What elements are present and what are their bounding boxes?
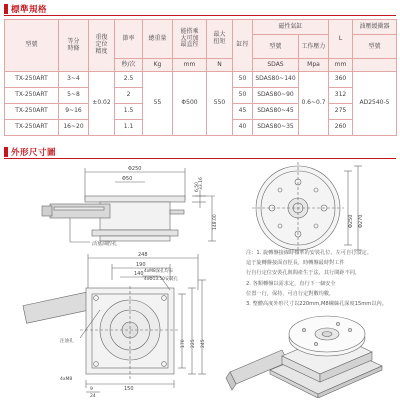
cell-divisions: 9~16 [59,104,89,120]
section-spec-header [4,3,47,15]
callout-front-b: 4xΦ13.50安裝孔 [144,277,178,282]
cell-length: 312 [329,88,353,104]
dim-front-140: 140 [134,271,144,277]
unit-length: mm [329,59,353,72]
note-line: 行自行定位安裝孔與間產生于法，其行間距不同， [246,270,361,277]
th-cylinder-sub [253,35,328,58]
unit-torque: N [207,59,233,72]
callout-front-c: 4xM8 [60,377,73,382]
section-bar [4,147,8,157]
cell-length: 260 [329,120,353,136]
cell-beat: 2 [115,88,143,104]
note-line: 位置一行，保持，可自行定對數均數， [246,290,335,297]
cell-bore: 45 [233,104,253,120]
cell-model: TX-250ART [5,88,59,104]
cell-length: 275 [329,104,353,120]
section-bar [4,4,8,14]
cell-model: TX-250ART [5,120,59,136]
th-model: 型號 [5,20,59,72]
unit-dia: mm [173,59,207,72]
dim-side-inner: Φ50 [122,176,133,182]
cell-beat: 1.5 [115,104,143,120]
th-weight: 總重量 [143,20,173,59]
dim-front-248: 248 [138,252,148,258]
dim-front-9: 9 [90,387,93,392]
section-dim-rule [4,158,396,159]
label-side-note: 活塞油腔孔 [92,241,118,247]
table-header-row [5,20,397,59]
section-dim-title: 外形尺寸圖 [11,148,57,158]
th-cylinder-title: 磁性氣缸 [253,20,328,35]
dim-top-b: Φ270 [358,214,364,228]
cell-model: TX-250ART [5,72,59,88]
unit-beat: 秒/次 [115,59,143,72]
section-spec-title: 標準規格 [11,5,48,15]
side-view-drawing [30,160,220,255]
th-buffer-model: 型號 [368,43,381,50]
cell-beat: 2.5 [115,72,143,88]
dim-front-150: 150 [124,386,134,392]
table-row [5,72,397,88]
th-cylinder-group [253,20,329,59]
th-buffer-group [353,20,397,59]
dim-front-24: 24 [90,394,96,398]
dim-side-top: Φ250 [128,166,142,172]
th-accuracy: 重復 定位 精度 [89,20,115,72]
callout-front-a: 4xM8深孔均布 [144,269,173,274]
label-front-oil: 注油孔 [60,339,74,344]
cell-divisions: 3~4 [59,72,89,88]
th-cyl-model: 型號 [253,35,299,58]
cell-accuracy: ±0.02 [89,72,115,136]
th-cyl-pressure: 工作壓力 [301,43,326,50]
cell-bore: 50 [233,72,253,88]
note-line: 3. 整體高度外形尺寸以220mm,M8螺絲孔深度15mm以內。 [246,301,387,308]
unit-weight: Kg [143,59,173,72]
note-line: 注：1. 旋轉盤接線時標準的安裝孔位，左可自行設定。 [246,250,372,256]
section-dim-header [4,146,56,158]
cell-cyl: SDAS80~90 [253,88,299,104]
dim-top-a: Φ250 [348,214,354,228]
th-torque: 最大 扭矩 [207,20,233,59]
cell-cyl: SDAS80~140 [253,72,299,88]
unit-pressure: Mpa [299,59,329,72]
cell-torque: 550 [207,72,233,136]
front-view-drawing [20,250,220,398]
cell-model: TX-250ART [5,104,59,120]
th-divisions: 等分 時條 [59,20,89,72]
th-bore: 缸徑 [233,20,253,72]
note-line: 2. 各類轉盤以需求定，直行下一個安全 [246,280,336,287]
cell-buffer: AD2540-5 [353,72,397,136]
dim-front-225: 225 [191,339,196,348]
top-view-drawing [240,160,390,255]
th-length: L [329,20,353,59]
iso-view-drawing [222,300,392,398]
dim-front-170: 170 [181,339,186,348]
dim-side-a: 6.50 [195,181,200,192]
th-buffer-title: 油壓緩衝器 [353,20,396,35]
unit-buffer [353,59,397,72]
cell-weight: 55 [143,72,173,136]
cell-length: 360 [329,72,353,88]
cell-pressure: 0.6~0.7 [299,72,329,136]
cell-divisions: 16~20 [59,120,89,136]
dim-side-height: 148.00 [213,214,218,230]
cell-beat: 1.1 [115,120,143,136]
cell-divisions: 5~8 [59,88,89,104]
dim-side-b: 33.16 [199,177,204,190]
th-dia: 能搭乘 大可加 最直徑 [173,20,207,59]
cell-cyl: SDAS80~35 [253,120,299,136]
unit-cyl-model: SDAS [253,59,299,72]
note-line: 這于旋轉盤接面直徑長，時轉盤最時對工件 [246,260,345,267]
dim-front-190: 190 [136,262,146,268]
section-spec-rule [4,15,396,16]
dim-front-245: 245 [201,339,206,348]
cell-dia: Φ500 [173,72,207,136]
th-beat: 節率 [115,20,143,59]
cell-bore: 50 [233,88,253,104]
cell-cyl: SDAS80~45 [253,104,299,120]
spec-table [4,19,397,136]
cell-bore: 40 [233,120,253,136]
